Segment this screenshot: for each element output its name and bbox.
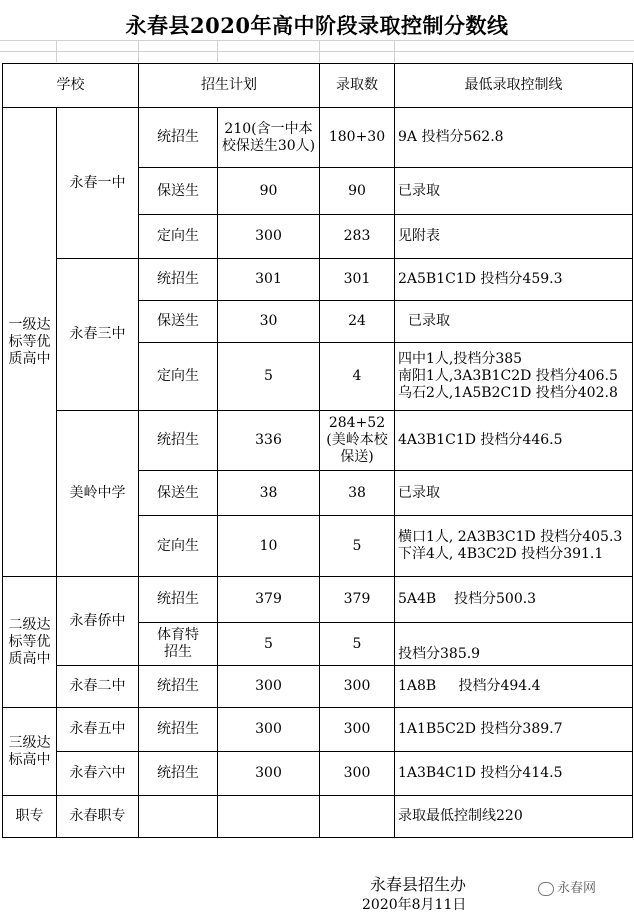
plan-cell: 300 <box>218 666 320 708</box>
type-cell: 统招生 <box>139 752 218 796</box>
sheet-gridline <box>56 40 57 62</box>
school-cell: 美岭中学 <box>57 411 139 577</box>
table-row <box>3 752 633 796</box>
line-cell: 投档分385.9 <box>395 623 633 666</box>
plan-cell: 5 <box>218 623 320 666</box>
type-cell: 统招生 <box>139 411 218 471</box>
type-cell: 统招生 <box>139 108 218 168</box>
plan-cell <box>218 796 320 838</box>
table-row <box>3 796 633 838</box>
chat-bubble-icon <box>538 882 554 896</box>
header-plan: 招生计划 <box>139 64 320 108</box>
type-cell: 保送生 <box>139 471 218 516</box>
admitted-cell <box>320 796 395 838</box>
page-title: 永春县2020年高中阶段录取控制分数线 <box>125 13 509 38</box>
sheet-gridline <box>319 40 320 62</box>
type-cell: 统招生 <box>139 259 218 301</box>
line-cell: 1A1B5C2D 投档分389.7 <box>395 708 633 752</box>
table-row <box>3 708 633 752</box>
line-cell: 已录取 <box>395 471 633 516</box>
header-school: 学校 <box>3 64 139 108</box>
table-row <box>3 411 633 471</box>
sheet-gridline <box>138 40 139 62</box>
school-cell: 永春二中 <box>57 666 139 708</box>
admitted-cell: 300 <box>320 666 395 708</box>
line-cell: 录取最低控制线220 <box>395 796 633 838</box>
admitted-cell: 379 <box>320 577 395 623</box>
plan-cell: 379 <box>218 577 320 623</box>
line-text: 下洋4人, 4B3C2D 投档分391.1 <box>398 546 604 562</box>
admitted-cell: 90 <box>320 168 395 215</box>
header-admitted: 录取数 <box>320 64 395 108</box>
admission-table <box>2 63 633 838</box>
watermark <box>538 877 596 896</box>
plan-cell: 210(含一中本校保送生30人) <box>218 108 320 168</box>
line-cell: 1A8B 投档分494.4 <box>395 666 633 708</box>
school-cell: 永春侨中 <box>57 577 139 666</box>
admitted-cell: 300 <box>320 752 395 796</box>
admitted-cell: 284+52(美岭本校保送) <box>320 411 395 471</box>
school-cell: 永春职专 <box>57 796 139 838</box>
plan-cell: 10 <box>218 516 320 577</box>
line-cell: 9A 投档分562.8 <box>395 108 633 168</box>
table-row <box>3 577 633 623</box>
school-cell: 永春一中 <box>57 108 139 259</box>
header-line: 最低录取控制线 <box>395 64 633 108</box>
sheet-gridline <box>0 40 634 41</box>
sheet-gridline <box>394 40 395 62</box>
line-cell: 已录取 <box>395 168 633 215</box>
plan-cell: 30 <box>218 301 320 343</box>
issuer-name: 永春县招生办 <box>370 875 467 894</box>
line-cell <box>395 516 633 577</box>
issue-date: 2020年8月11日 <box>362 897 467 913</box>
plan-cell: 5 <box>218 343 320 411</box>
line-text: 四中1人,投档分385 <box>398 351 523 367</box>
line-text: 乌石2人,1A5B2C1D 投档分402.8 <box>398 385 618 401</box>
table-header-row <box>3 64 633 108</box>
type-cell: 统招生 <box>139 708 218 752</box>
sheet-gridline <box>0 51 634 52</box>
admitted-cell: 301 <box>320 259 395 301</box>
line-cell: 4A3B1C1D 投档分446.5 <box>395 411 633 471</box>
line-cell <box>395 343 633 411</box>
category-cell: 一级达标等优质高中 <box>3 108 57 577</box>
admitted-cell: 5 <box>320 623 395 666</box>
admitted-cell: 180+30 <box>320 108 395 168</box>
type-cell: 统招生 <box>139 577 218 623</box>
line-cell: 见附表 <box>395 215 633 259</box>
plan-cell: 300 <box>218 215 320 259</box>
plan-cell: 300 <box>218 708 320 752</box>
admitted-cell: 5 <box>320 516 395 577</box>
plan-cell: 38 <box>218 471 320 516</box>
admitted-cell: 38 <box>320 471 395 516</box>
type-cell: 定向生 <box>139 343 218 411</box>
line-cell: 2A5B1C1D 投档分459.3 <box>395 259 633 301</box>
admitted-cell: 4 <box>320 343 395 411</box>
watermark-text: 永春网 <box>557 881 597 896</box>
line-cell: 已录取 <box>395 301 633 343</box>
school-cell: 永春三中 <box>57 259 139 411</box>
plan-cell: 301 <box>218 259 320 301</box>
type-cell <box>139 796 218 838</box>
admitted-cell: 283 <box>320 215 395 259</box>
category-cell: 二级达标等优质高中 <box>3 577 57 708</box>
type-cell: 保送生 <box>139 301 218 343</box>
category-cell: 三级达标高中 <box>3 708 57 796</box>
plan-cell: 336 <box>218 411 320 471</box>
type-cell: 定向生 <box>139 516 218 577</box>
type-cell: 保送生 <box>139 168 218 215</box>
type-cell: 定向生 <box>139 215 218 259</box>
table-row <box>3 108 633 168</box>
plan-cell: 90 <box>218 168 320 215</box>
plan-cell: 300 <box>218 752 320 796</box>
table-row <box>3 666 633 708</box>
admitted-cell: 300 <box>320 708 395 752</box>
type-cell: 统招生 <box>139 666 218 708</box>
type-cell: 体育特招生 <box>139 623 218 666</box>
table-row <box>3 259 633 301</box>
school-cell: 永春五中 <box>57 708 139 752</box>
line-cell: 5A4B 投档分500.3 <box>395 577 633 623</box>
school-cell: 永春六中 <box>57 752 139 796</box>
admitted-cell: 24 <box>320 301 395 343</box>
line-cell: 1A3B4C1D 投档分414.5 <box>395 752 633 796</box>
sheet-gridline <box>217 40 218 62</box>
line-text: 横口1人, 2A3B3C1D 投档分405.3 <box>398 529 623 545</box>
category-cell: 职专 <box>3 796 57 838</box>
line-text: 南阳1人,3A3B1C2D 投档分406.5 <box>398 368 618 384</box>
